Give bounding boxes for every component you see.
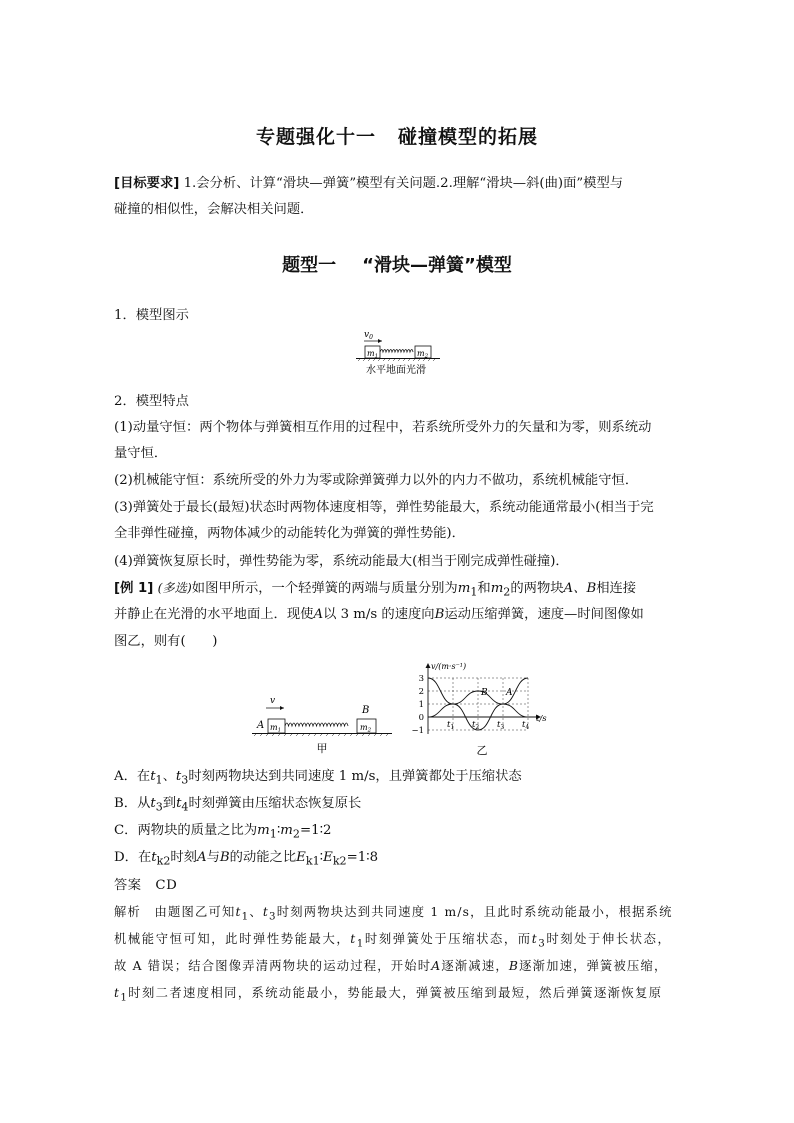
block-m2-label: m2 bbox=[417, 349, 429, 360]
objectives-line-1 bbox=[114, 172, 623, 191]
option-text: 时刻 bbox=[170, 850, 197, 865]
option-c bbox=[114, 819, 332, 841]
option-d bbox=[114, 846, 378, 868]
analysis-label: 解析 bbox=[114, 905, 141, 919]
y-tick-label: 2 bbox=[418, 687, 424, 697]
option-text: 时刻弹簧由压缩状态恢复原长 bbox=[188, 796, 362, 811]
curve-label-b: B bbox=[481, 688, 488, 698]
t-symbol: t bbox=[176, 796, 182, 811]
y-axis-arrowhead bbox=[426, 663, 431, 668]
analysis-text: 时刻处于伸长状态， bbox=[546, 932, 672, 946]
sub: 1 bbox=[120, 991, 129, 1004]
item-2-heading bbox=[114, 390, 189, 409]
analysis-text: 时刻二者速度相同，系统动能最小，势能最大，弹簧被压缩到最短，然后弹簧逐渐恢复原 bbox=[128, 986, 663, 1000]
option-text: C．两物块的质量之比为 bbox=[114, 823, 258, 838]
sub: 4 bbox=[181, 800, 189, 814]
y-axis-title: v/(m·s⁻¹) bbox=[431, 662, 467, 671]
v0-arrowhead bbox=[378, 339, 382, 343]
y-tick-label: 1 bbox=[418, 700, 424, 710]
e-symbol: E bbox=[296, 850, 306, 865]
t-symbol: t bbox=[531, 932, 539, 946]
chart-plot bbox=[411, 662, 547, 736]
analysis-line-1 bbox=[114, 902, 673, 922]
m-symbol: m bbox=[257, 823, 270, 838]
sub: 3 bbox=[538, 937, 547, 950]
option-text: 到 bbox=[162, 796, 177, 811]
point-1b bbox=[114, 442, 167, 461]
section-heading bbox=[0, 251, 794, 277]
example-line-3 bbox=[114, 630, 217, 649]
spring bbox=[285, 723, 348, 726]
example-type: (多选) bbox=[157, 581, 192, 595]
section-heading-part-1: 题型一 bbox=[282, 255, 337, 276]
point-2 bbox=[114, 469, 638, 488]
x-tick-label: $t_3$ bbox=[497, 720, 505, 731]
t-symbol: t bbox=[150, 796, 156, 811]
option-text: =1∶2 bbox=[299, 823, 332, 838]
answer-label: 答案 bbox=[114, 878, 142, 893]
objectives-line-2 bbox=[114, 198, 313, 217]
b-symbol: B bbox=[219, 850, 230, 865]
t-symbol: t bbox=[175, 769, 182, 784]
a-symbol: A bbox=[431, 959, 442, 973]
sub: 3 bbox=[269, 910, 277, 923]
m-symbol: m bbox=[280, 823, 293, 838]
t-symbol: t bbox=[114, 986, 121, 1000]
spring bbox=[380, 350, 413, 353]
analysis-text: 、 bbox=[249, 905, 263, 919]
sub: 3 bbox=[181, 773, 189, 787]
page-title bbox=[0, 122, 794, 149]
e-symbol: E bbox=[323, 850, 333, 865]
y-tick-label: 0 bbox=[418, 713, 424, 723]
analysis-line-3 bbox=[114, 956, 668, 974]
analysis-text: 由题图乙可知 bbox=[154, 905, 236, 919]
model-caption: 水平地面光滑 bbox=[366, 365, 426, 376]
item-1-heading bbox=[114, 304, 189, 323]
x-axis-title: t/s bbox=[536, 714, 547, 724]
example-label: [例 1] bbox=[114, 581, 154, 596]
point-1a bbox=[114, 416, 651, 435]
block-b-label: B bbox=[362, 705, 370, 716]
point-text: (1)动量守恒：两个物体与弹簧相互作用的过程中，若系统所受外力的矢量和为零，则系统动 bbox=[114, 420, 652, 435]
t-symbol: t bbox=[151, 850, 157, 865]
analysis-line-2 bbox=[114, 929, 671, 949]
option-text: 的动能之比 bbox=[229, 850, 297, 865]
point-text: 全非弹性碰撞，两物体减少的动能转化为弹簧的弹性势能)． bbox=[114, 526, 465, 541]
option-text: 与 bbox=[206, 850, 220, 865]
example-text: 图乙，则有( ) bbox=[114, 634, 218, 649]
t-symbol: t bbox=[235, 905, 242, 919]
block-a-label: A bbox=[257, 720, 265, 731]
sub: k2 bbox=[156, 854, 171, 868]
sub: 3 bbox=[155, 800, 163, 814]
sub: 1 bbox=[269, 827, 277, 841]
option-text: D．在 bbox=[114, 850, 152, 865]
option-text: 、 bbox=[162, 769, 176, 784]
option-text: A．在 bbox=[114, 769, 151, 784]
example-line-2 bbox=[114, 603, 644, 622]
v0-label: $v_0$ bbox=[364, 330, 373, 341]
b-symbol: B bbox=[434, 607, 445, 622]
answer-line bbox=[114, 874, 177, 893]
example-text: 并静止在光滑的水平地面上．现使 bbox=[114, 607, 314, 622]
item-2-text: 2．模型特点 bbox=[114, 394, 189, 409]
point-3a bbox=[114, 496, 654, 515]
objectives-label: [目标要求] bbox=[114, 176, 180, 191]
a-symbol: A bbox=[196, 850, 207, 865]
example-text: 的两物块 bbox=[510, 581, 564, 596]
option-text: ∶ bbox=[319, 850, 324, 865]
figure-jia-caption: 甲 bbox=[316, 742, 328, 755]
t-symbol: t bbox=[350, 932, 357, 946]
model-diagram bbox=[346, 326, 446, 378]
block-m1-label: m1 bbox=[367, 349, 379, 360]
block-m1-label: m1 bbox=[270, 723, 282, 734]
m2-symbol: m bbox=[490, 581, 504, 596]
analysis-line-4 bbox=[114, 983, 662, 1003]
sub: 1 bbox=[241, 910, 250, 923]
option-text: ∶ bbox=[276, 823, 281, 838]
title-part-2: 碰撞模型的拓展 bbox=[398, 126, 539, 148]
item-1-text: 1．模型图示 bbox=[114, 308, 189, 323]
point-text: (2)机械能守恒：系统所受的外力为零或除弹簧弹力以外的内力不做功，系统机械能守恒． bbox=[114, 473, 639, 488]
figure-yi-chart bbox=[402, 658, 562, 760]
point-4 bbox=[114, 550, 569, 569]
analysis-text: 故 A 错误；结合图像弄清两物块的运动过程，开始时 bbox=[114, 959, 432, 973]
section-heading-part-2: “滑块—弹簧”模型 bbox=[362, 255, 512, 276]
option-text: 时刻两物块达到共同速度 1 m/s，且弹簧都处于压缩状态 bbox=[188, 769, 522, 784]
m1-sub: 1 bbox=[470, 585, 478, 599]
velocity-arrowhead bbox=[280, 706, 284, 710]
x-tick-label: $t_2$ bbox=[472, 720, 480, 731]
sub: 1 bbox=[356, 937, 365, 950]
sub: 2 bbox=[292, 827, 300, 841]
block-m2-label: m2 bbox=[360, 723, 372, 734]
example-text: 和 bbox=[477, 581, 491, 596]
title-part-1: 专题强化十一 bbox=[255, 126, 376, 148]
x-tick-label: $t_1$ bbox=[447, 720, 455, 731]
option-a bbox=[114, 765, 522, 787]
curve-label-a: A bbox=[506, 688, 513, 698]
example-text: 以 3 m/s 的速度向 bbox=[323, 607, 435, 622]
example-text: 运动压缩弹簧，速度—时间图像如 bbox=[444, 607, 644, 622]
figure-yi-caption: 乙 bbox=[476, 744, 488, 757]
option-b bbox=[114, 792, 361, 814]
a-symbol: A bbox=[313, 607, 324, 622]
t-symbol: t bbox=[262, 905, 270, 919]
sub: k2 bbox=[332, 854, 347, 868]
example-text: 相连接 bbox=[596, 581, 637, 596]
ab-symbol: A、B bbox=[563, 581, 597, 596]
example-line-1 bbox=[114, 577, 636, 599]
objectives-text-1: 1.会分析、计算“滑块—弹簧”模型有关问题.2.理解“滑块—斜(曲)面”模型与 bbox=[183, 176, 624, 191]
point-text: (3)弹簧处于最长(最短)状态时两物体速度相等，弹性势能最大，系统动能通常最小(相当于完 bbox=[114, 500, 654, 515]
analysis-text: 逐渐加速，弹簧被压缩， bbox=[519, 959, 668, 973]
y-tick-label: 3 bbox=[418, 674, 424, 684]
ground-hatch bbox=[254, 734, 388, 736]
m1-symbol: m bbox=[457, 581, 471, 596]
example-text: 如图甲所示，一个轻弹簧的两端与质量分别为 bbox=[191, 581, 458, 596]
objectives-text-2: 碰撞的相似性，会解决相关问题． bbox=[114, 202, 314, 217]
sub: k1 bbox=[305, 854, 320, 868]
figure-jia bbox=[250, 692, 394, 756]
point-text: (4)弹簧恢复原长时，弹性势能为零，系统动能最大(相当于刚完成弹性碰撞)． bbox=[114, 554, 569, 569]
option-text: B．从 bbox=[114, 796, 151, 811]
analysis-text: 逐渐减速， bbox=[441, 959, 509, 973]
t-symbol: t bbox=[150, 769, 156, 784]
x-tick-label: $t_4$ bbox=[522, 720, 530, 731]
option-text: =1∶8 bbox=[346, 850, 379, 865]
point-3b bbox=[114, 522, 465, 541]
ground-hatch bbox=[358, 359, 435, 361]
analysis-text: 时刻弹簧处于压缩状态，而 bbox=[364, 932, 532, 946]
m2-sub: 2 bbox=[503, 585, 511, 599]
point-text: 量守恒． bbox=[114, 446, 168, 461]
velocity-label: v bbox=[270, 696, 276, 706]
y-tick-label: −1 bbox=[411, 726, 424, 736]
analysis-text: 时刻两物块达到共同速度 1 m/s，且此时系统动能最小，根据系统 bbox=[276, 905, 673, 919]
b-symbol: B bbox=[508, 959, 520, 973]
answer-value: CD bbox=[155, 878, 178, 893]
analysis-text: 机械能守恒可知，此时弹性势能最大， bbox=[114, 932, 351, 946]
sub: 1 bbox=[155, 773, 163, 787]
